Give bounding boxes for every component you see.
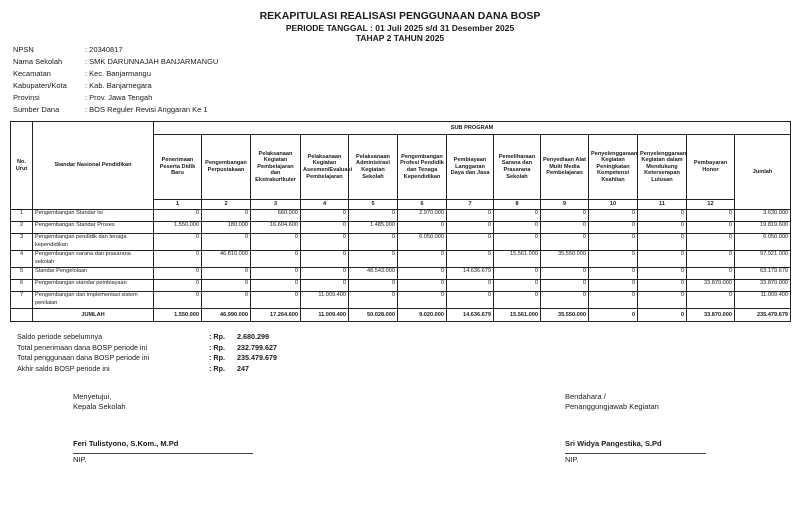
total-cell: 11.009.400 <box>301 309 349 322</box>
col-num: 1 <box>154 200 202 210</box>
cell: 0 <box>541 222 589 234</box>
cell: 0 <box>154 280 202 292</box>
header-row-top <box>11 122 791 135</box>
cell: 0 <box>447 292 494 309</box>
table-row <box>11 268 791 280</box>
row-no: 4 <box>11 251 33 268</box>
col-num: 9 <box>541 200 589 210</box>
cell: 0 <box>251 280 301 292</box>
cell: 0 <box>154 234 202 251</box>
cell: 180.000 <box>202 222 251 234</box>
cell: 0 <box>494 234 541 251</box>
summary-currency: : Rp. <box>209 363 225 373</box>
cell: 0 <box>494 210 541 222</box>
cell: 0 <box>349 251 398 268</box>
signature-line <box>73 453 253 454</box>
row-no: 1 <box>11 210 33 222</box>
summary-value: 232.799.627 <box>237 342 277 352</box>
report-stage: TAHAP 2 TAHUN 2025 <box>355 33 445 43</box>
cell: 0 <box>687 268 735 280</box>
cell: 0 <box>687 292 735 309</box>
cell: 14.636.679 <box>447 268 494 280</box>
cell: 0 <box>638 292 687 309</box>
cell: 6.050.000 <box>398 234 447 251</box>
col-header-6: Pengembangan Profesi Pendidik dan Tenaga Kependidikan <box>398 135 447 200</box>
col-num: 3 <box>251 200 301 210</box>
info-label: Kecamatan <box>13 69 51 78</box>
cell: 0 <box>251 268 301 280</box>
row-name: Pengembangan standar pembiayaan <box>33 280 154 292</box>
row-total: 19.819.600 <box>735 222 791 234</box>
col-header-no: No. Urut <box>11 122 33 210</box>
total-cell: 35.550.000 <box>541 309 589 322</box>
row-name: Pengembangan sarana dan prasarana sekolah <box>33 251 154 268</box>
cell: 0 <box>301 234 349 251</box>
cell: 0 <box>349 234 398 251</box>
info-label: Provinsi <box>13 93 40 102</box>
row-no: 2 <box>11 222 33 234</box>
summary-row-total-received <box>17 343 277 354</box>
school-info <box>13 44 218 116</box>
col-num: 12 <box>687 200 735 210</box>
signature-treasurer <box>565 392 706 465</box>
table-row <box>11 234 791 251</box>
row-no: 6 <box>11 280 33 292</box>
cell: 0 <box>301 210 349 222</box>
cell: 46.810.000 <box>202 251 251 268</box>
info-value: : Kab. Banjarnegara <box>85 81 152 90</box>
total-cell: 33.870.000 <box>687 309 735 322</box>
cell: 0 <box>251 234 301 251</box>
row-total: 33.870.000 <box>735 280 791 292</box>
col-header-3: Pelaksanaan Kegiatan Pembelajaran dan Ekstrakurikuler <box>251 135 301 200</box>
table-row <box>11 251 791 268</box>
cell: 0 <box>494 222 541 234</box>
info-label: Sumber Dana <box>13 105 60 114</box>
info-row-province <box>13 92 218 104</box>
table-row <box>11 210 791 222</box>
cell: 0 <box>541 268 589 280</box>
signature-title-label: Bendahara / <box>565 392 606 401</box>
summary-value: 2.680.299 <box>237 332 269 341</box>
signature-line <box>565 453 706 454</box>
row-total: 11.009.400 <box>735 292 791 309</box>
cell: 0 <box>589 210 638 222</box>
cell: 0 <box>154 292 202 309</box>
totals-row <box>11 309 791 322</box>
row-no: 3 <box>11 234 33 251</box>
cell: 0 <box>398 292 447 309</box>
summary-currency: : Rp. <box>209 332 225 341</box>
cell: 0 <box>687 251 735 268</box>
cell: 0 <box>301 222 349 234</box>
row-total: 6.050.000 <box>735 234 791 251</box>
summary-value: 235.479.679 <box>237 353 277 362</box>
signature-principal <box>73 392 253 465</box>
total-cell: 9.020.000 <box>398 309 447 322</box>
cell: 0 <box>541 292 589 309</box>
info-row-district <box>13 68 218 80</box>
cell: 16.604.600 <box>251 222 301 234</box>
cell: 660.000 <box>251 210 301 222</box>
total-cell: 50.028.000 <box>349 309 398 322</box>
col-header-1: Penerimaan Peserta Didik Baru <box>154 135 202 200</box>
row-total: 63.179.679 <box>735 268 791 280</box>
row-name: Pengembangan dan implementasi sistem penilaian <box>33 292 154 309</box>
signature-role: Penanggungjawab Kegiatan <box>565 402 659 411</box>
total-cell: 0 <box>638 309 687 322</box>
cell: 0 <box>638 222 687 234</box>
col-num: 2 <box>202 200 251 210</box>
table-row <box>11 292 791 309</box>
total-cell: 15.561.000 <box>494 309 541 322</box>
cell: 0 <box>349 280 398 292</box>
info-value: : 20340817 <box>85 45 123 54</box>
cell: 0 <box>541 280 589 292</box>
summary-currency: : Rp. <box>209 353 225 362</box>
cell: 0 <box>349 210 398 222</box>
row-total: 97.921.000 <box>735 251 791 268</box>
cell: 0 <box>349 292 398 309</box>
summary-row-total-used <box>17 353 277 364</box>
cell: 0 <box>447 251 494 268</box>
cell: 0 <box>202 234 251 251</box>
cell: 1.550.000 <box>154 222 202 234</box>
cell: 0 <box>541 210 589 222</box>
cell: 0 <box>301 268 349 280</box>
cell: 0 <box>398 268 447 280</box>
cell: 0 <box>638 234 687 251</box>
cell: 48.543.000 <box>349 268 398 280</box>
total-cell: 0 <box>589 309 638 322</box>
cell: 0 <box>251 251 301 268</box>
col-header-11: Penyelenggaraan Kegiatan dalam Mendukung Keterserapan Lulusan <box>638 135 687 200</box>
cell: 0 <box>589 268 638 280</box>
summary-value: 247 <box>237 363 249 373</box>
table-row <box>11 222 791 234</box>
col-num: 7 <box>447 200 494 210</box>
cell: 15.561.000 <box>494 251 541 268</box>
col-header-snp: Standar Nasional Pendidikan <box>33 122 154 210</box>
summary-row-final-balance <box>17 364 277 375</box>
cell: 0 <box>638 280 687 292</box>
report-header <box>0 10 800 43</box>
cell: 0 <box>154 268 202 280</box>
summary-currency: : Rp. <box>209 342 225 352</box>
cell: 0 <box>638 251 687 268</box>
summary-label: Saldo periode sebelumnya <box>17 332 103 341</box>
signature-role: Kepala Sekolah <box>73 402 126 411</box>
totals-no-cell <box>11 309 33 322</box>
total-cell: 17.264.600 <box>251 309 301 322</box>
cell: 0 <box>494 280 541 292</box>
cell: 0 <box>638 268 687 280</box>
summary-label: Total penggunaan dana BOSP periode ini <box>17 353 150 362</box>
cell: 0 <box>687 222 735 234</box>
col-num: 10 <box>589 200 638 210</box>
report-period: PERIODE TANGGAL : 01 Juli 2025 s/d 31 Desember 2025 <box>285 23 515 33</box>
cell: 0 <box>541 234 589 251</box>
cell: 0 <box>154 210 202 222</box>
cell: 0 <box>202 280 251 292</box>
col-header-total: Jumlah <box>735 135 791 210</box>
cell: 35.550.000 <box>541 251 589 268</box>
summary-row-previous-balance <box>17 332 277 343</box>
col-header-12: Pembayaran Honor <box>687 135 735 200</box>
row-total: 3.630.000 <box>735 210 791 222</box>
row-no: 7 <box>11 292 33 309</box>
col-num: 11 <box>638 200 687 210</box>
signature-name: Sri Widya Pangestika, S.Pd <box>565 439 662 448</box>
cell: 0 <box>589 251 638 268</box>
grand-total: 235.479.679 <box>735 309 791 322</box>
cell: 0 <box>447 234 494 251</box>
info-value: : SMK DARUNNAJAH BANJARMANGU <box>85 57 219 66</box>
info-row-fund-source <box>13 104 218 116</box>
info-label: Nama Sekolah <box>13 57 63 66</box>
col-header-2: Pengembangan Perpustakaan <box>202 135 251 200</box>
cell: 0 <box>398 222 447 234</box>
info-row-npsn <box>13 44 218 56</box>
cell: 2.970.000 <box>398 210 447 222</box>
cell: 0 <box>447 280 494 292</box>
cell: 0 <box>251 292 301 309</box>
cell: 0 <box>589 222 638 234</box>
signature-name: Feri Tulistyono, S.Kom., M.Pd <box>73 439 179 448</box>
col-num: 6 <box>398 200 447 210</box>
cell: 0 <box>589 234 638 251</box>
info-row-regency <box>13 80 218 92</box>
col-header-7: Pembiayaan Langganan Daya dan Jasa <box>447 135 494 200</box>
row-name: Standar Pengelolaan <box>33 268 154 280</box>
col-header-sub-program: SUB PROGRAM <box>154 122 791 135</box>
col-header-5: Pelaksanaan Administrasi Kegiatan Sekolah <box>349 135 398 200</box>
report-title: REKAPITULASI REALISASI PENGGUNAAN DANA BOSP <box>259 10 541 22</box>
cell: 0 <box>398 280 447 292</box>
cell: 0 <box>154 251 202 268</box>
summary-label: Total penerimaan dana BOSP periode ini <box>17 342 148 352</box>
col-num: 5 <box>349 200 398 210</box>
col-num: 4 <box>301 200 349 210</box>
cell: 0 <box>202 268 251 280</box>
info-label: NPSN <box>13 45 34 54</box>
cell: 33.870.000 <box>687 280 735 292</box>
info-value: : Prov. Jawa Tengah <box>85 93 153 102</box>
row-name: Pengembangan Standar Isi <box>33 210 154 222</box>
info-value: : BOS Reguler Revisi Anggaran Ke 1 <box>85 105 208 114</box>
cell: 0 <box>202 292 251 309</box>
info-value: : Kec. Banjarmangu <box>85 69 151 78</box>
info-row-school-name <box>13 56 218 68</box>
info-label: Kabupaten/Kota <box>13 81 67 90</box>
cell: 0 <box>494 268 541 280</box>
total-cell: 1.550.000 <box>154 309 202 322</box>
totals-label: JUMLAH <box>33 309 154 322</box>
table-row <box>11 280 791 292</box>
col-header-9: Penyediaan Alat Multi Media Pembelajaran <box>541 135 589 200</box>
signature-nip: NIP. <box>73 455 87 464</box>
row-no: 5 <box>11 268 33 280</box>
cell: 0 <box>202 210 251 222</box>
cell: 0 <box>398 251 447 268</box>
cell: 0 <box>638 210 687 222</box>
fund-summary <box>17 332 277 374</box>
cell: 0 <box>447 222 494 234</box>
cell: 0 <box>687 210 735 222</box>
cell: 0 <box>301 251 349 268</box>
cell: 1.485.000 <box>349 222 398 234</box>
total-cell: 46.990.000 <box>202 309 251 322</box>
signature-nip: NIP. <box>565 455 579 464</box>
cell: 0 <box>301 280 349 292</box>
signature-approval-label: Menyetujui, <box>73 392 112 401</box>
summary-label: Akhir saldo BOSP periode ini <box>17 363 110 373</box>
cell: 0 <box>447 210 494 222</box>
cell: 0 <box>589 280 638 292</box>
col-header-8: Pemeliharaan Sarana dan Prasarana Sekolah <box>494 135 541 200</box>
col-header-4: Pelaksanaan Kegiatan Asesmen/Evaluasi Pembelajaran <box>301 135 349 200</box>
col-header-10: Penyelenggaraan Kegiatan Peningkatan Kompetensi Keahlian <box>589 135 638 200</box>
cell: 0 <box>494 292 541 309</box>
recap-table <box>10 121 791 322</box>
cell: 0 <box>687 234 735 251</box>
cell: 11.009.400 <box>301 292 349 309</box>
total-cell: 14.636.679 <box>447 309 494 322</box>
row-name: Pengembangan pendidik dan tenaga kependidikan <box>33 234 154 251</box>
cell: 0 <box>589 292 638 309</box>
row-name: Pengembangan Standar Proses <box>33 222 154 234</box>
col-num: 8 <box>494 200 541 210</box>
